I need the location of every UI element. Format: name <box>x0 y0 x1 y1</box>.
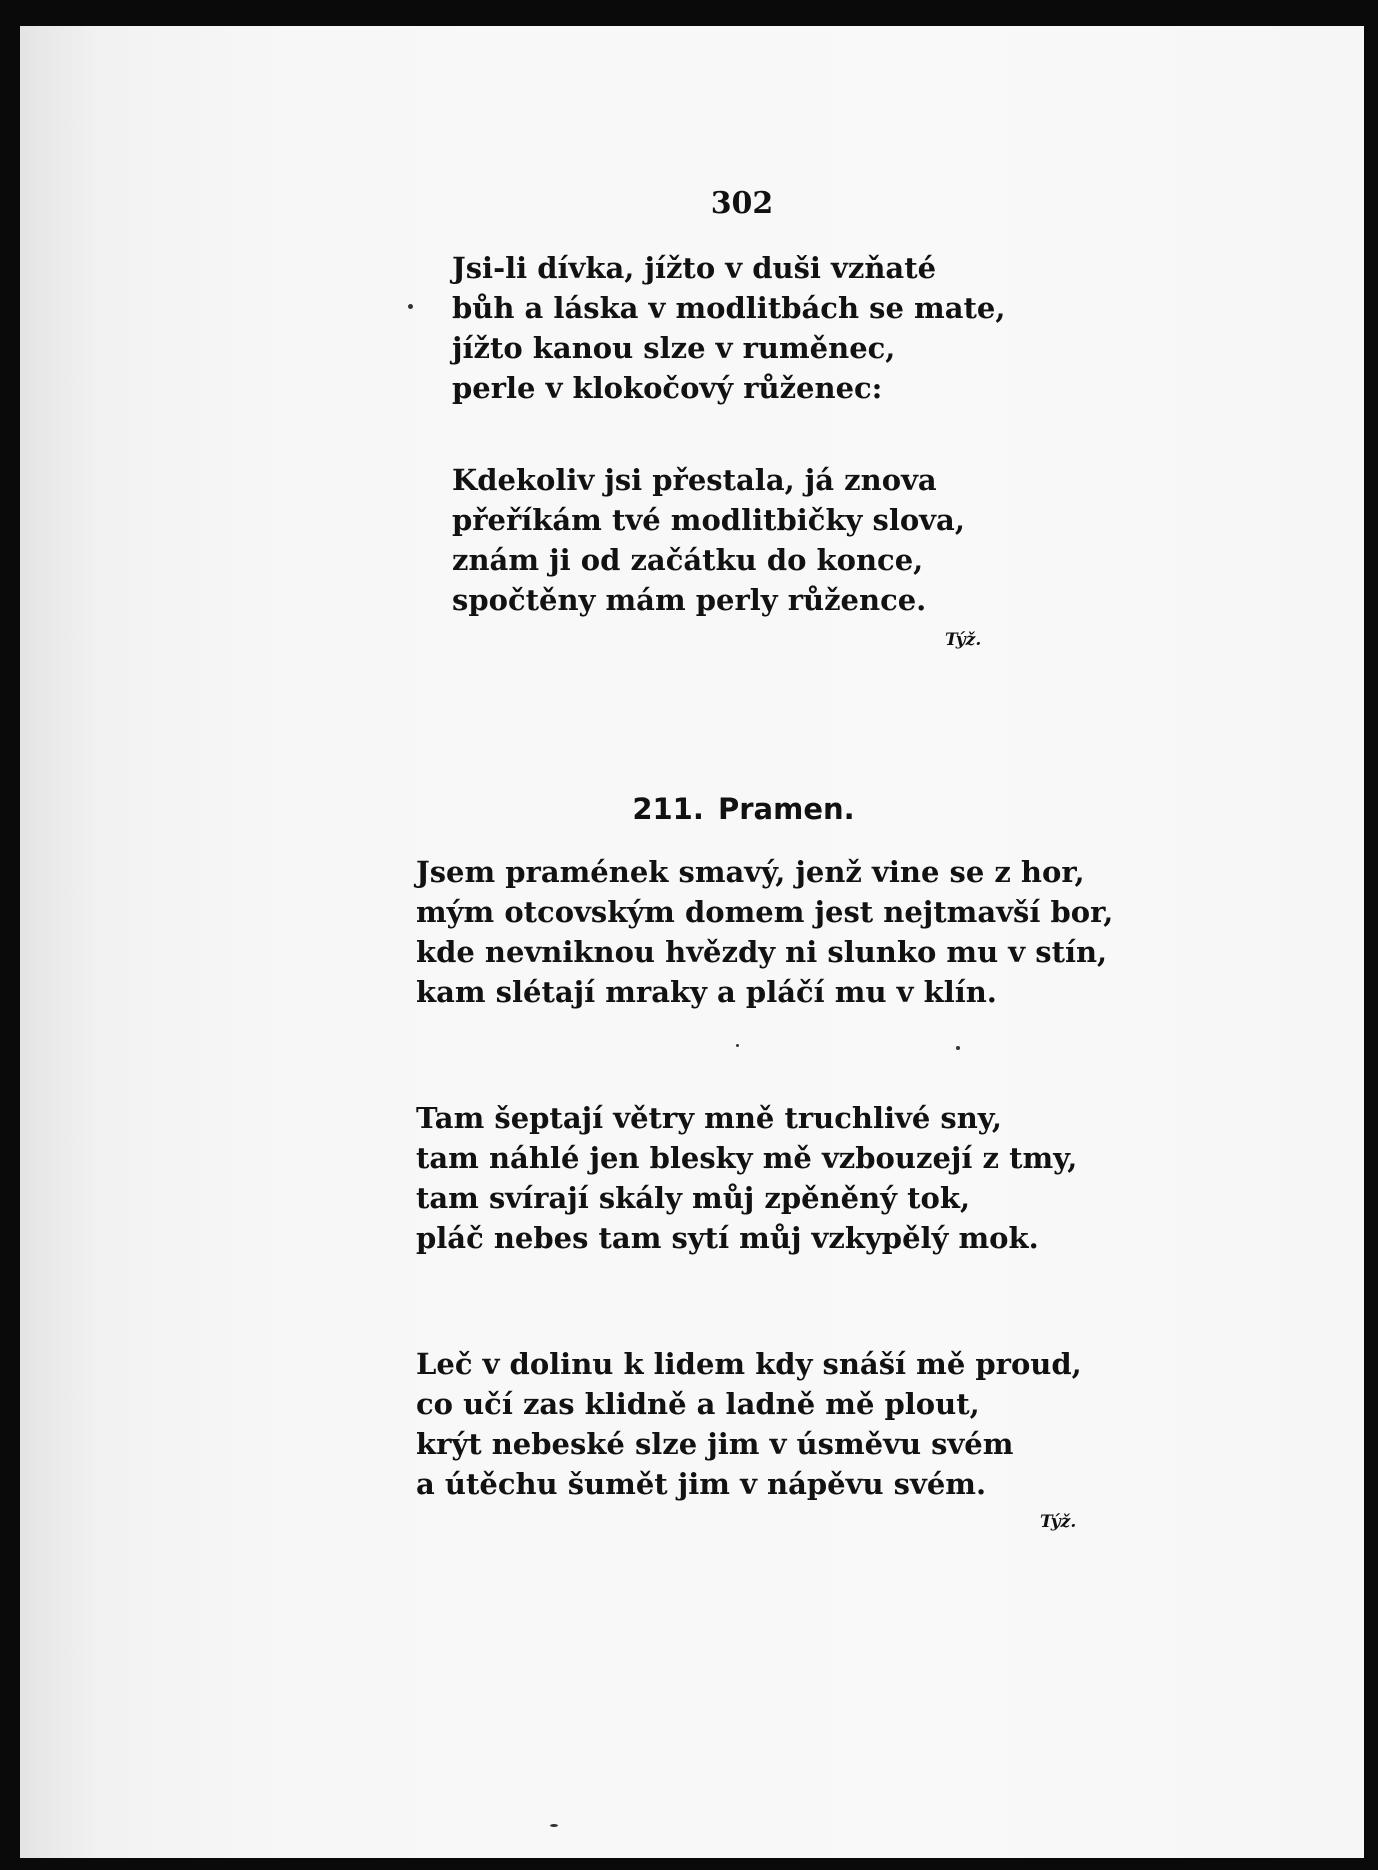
verse-line: znám ji od začátku do konce, <box>452 543 924 577</box>
verse-line: jížto kanou slze v ruměnec, <box>452 331 896 365</box>
verse-line: pláč nebes tam sytí můj vzkypělý mok. <box>416 1221 1039 1255</box>
verse-line: spočtěny mám perly růžence. <box>452 583 927 617</box>
verse-line: perle v klokočový růženec: <box>452 371 883 405</box>
poem1-stanza-1 <box>452 248 1005 408</box>
page-number: 302 <box>710 186 774 221</box>
poem1-signature: Týž. <box>945 630 982 650</box>
poem2-signature: Týž. <box>1040 1512 1077 1532</box>
verse-line: Kdekoliv jsi přestala, já znova <box>452 463 937 497</box>
verse-line: Tam šeptají větry mně truchlivé sny, <box>416 1101 1002 1135</box>
poem2-stanza-3 <box>416 1344 1082 1504</box>
verse-line: tam svírají skály můj zpěněný tok, <box>416 1181 971 1215</box>
verse-line: tam náhlé jen blesky mě vzbouzejí z tmy, <box>416 1141 1078 1175</box>
scan-speck <box>736 1044 739 1047</box>
verse-line: Leč v dolinu k lidem kdy snáší mě proud, <box>416 1347 1082 1381</box>
verse-line: přeříkám tvé modlitbičky slova, <box>452 503 965 537</box>
verse-line: bůh a láska v modlitbách se mate, <box>452 291 1006 325</box>
scan-speck <box>956 1046 960 1050</box>
verse-line: Jsem pramének smavý, jenž vine se z hor, <box>416 855 1085 889</box>
verse-line: kde nevniknou hvězdy ni slunko mu v stín, <box>416 935 1108 969</box>
poem1-stanza-2 <box>452 460 965 620</box>
verse-line: krýt nebeské slze jim v úsměvu svém <box>416 1427 1014 1461</box>
verse-line: a útěchu šumět jim v nápěvu svém. <box>416 1467 987 1501</box>
scan-speck <box>550 1824 558 1827</box>
book-page <box>20 26 1364 1858</box>
poem2-stanza-1 <box>416 852 1113 1012</box>
poem-title: 211. Pramen. <box>632 792 855 826</box>
verse-line: co učí zas klidně a ladně mě plout, <box>416 1387 980 1421</box>
verse-line: mým otcovským domem jest nejtmavší bor, <box>416 895 1114 929</box>
verse-line: Jsi-li dívka, jížto v duši vzňaté <box>452 251 937 285</box>
scan-speck <box>408 304 413 309</box>
verse-line: kam slétají mraky a pláčí mu v klín. <box>416 975 997 1009</box>
poem2-stanza-2 <box>416 1098 1077 1258</box>
